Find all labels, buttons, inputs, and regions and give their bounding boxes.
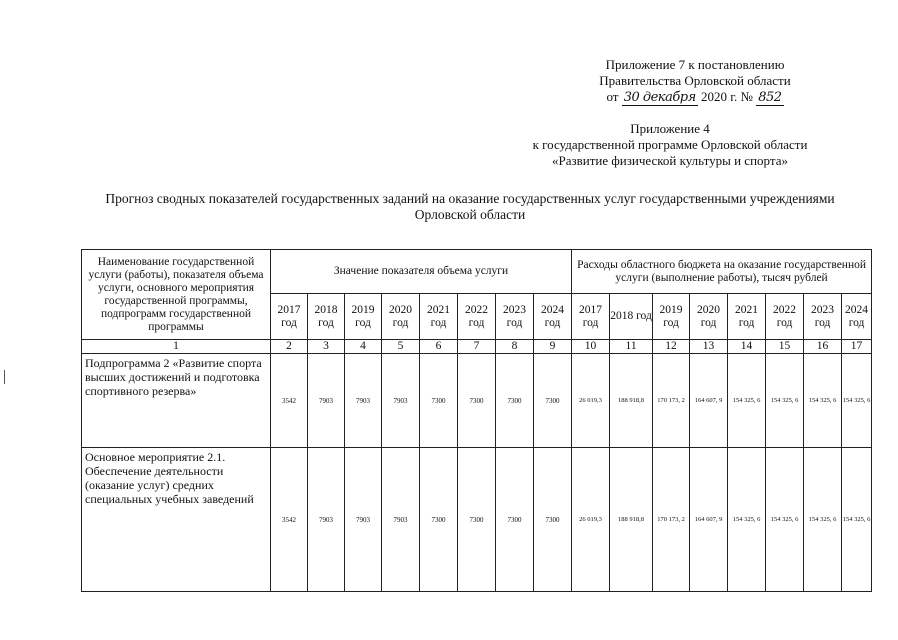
expense-value: 154 325, 6 <box>804 354 842 448</box>
year-header: 2019 год <box>345 294 382 340</box>
volume-value: 7903 <box>382 354 420 448</box>
expense-value: 154 325, 6 <box>766 448 804 592</box>
year-header: 2021 год <box>420 294 458 340</box>
appendix-7-header <box>560 57 830 106</box>
volume-value: 7300 <box>496 354 534 448</box>
row-name: Основное мероприятие 2.1. Обеспечение деятельности (оказание услуг) средних специальных учебных заведений <box>82 448 271 592</box>
expense-value: 188 918,8 <box>610 354 653 448</box>
appendix-4-line2: к государственной программе Орловской области <box>532 137 808 152</box>
volume-value: 7300 <box>420 354 458 448</box>
column-number: 9 <box>534 340 572 354</box>
column-number: 8 <box>496 340 534 354</box>
expense-value: 154 325, 6 <box>728 354 766 448</box>
volume-value: 7300 <box>420 448 458 592</box>
volume-value: 7903 <box>345 354 382 448</box>
year-header: 2022 год <box>766 294 804 340</box>
forecast-table <box>81 249 872 592</box>
column-number: 6 <box>420 340 458 354</box>
expense-value: 188 918,8 <box>610 448 653 592</box>
column-number: 11 <box>610 340 653 354</box>
volume-value: 7903 <box>308 354 345 448</box>
volume-value: 7300 <box>534 354 572 448</box>
volume-value: 3542 <box>271 354 308 448</box>
column-number: 16 <box>804 340 842 354</box>
appendix-7-line1: Приложение 7 к постановлению <box>605 57 785 72</box>
column-number: 1 <box>82 340 271 354</box>
volume-value: 3542 <box>271 448 308 592</box>
expense-value: 154 325, 6 <box>804 448 842 592</box>
year-header: 2020 год <box>690 294 728 340</box>
table-row <box>82 354 872 448</box>
year-header: 2024 год <box>534 294 572 340</box>
column-number: 13 <box>690 340 728 354</box>
column-number-row <box>82 340 872 354</box>
column-number: 5 <box>382 340 420 354</box>
appendix-4-header <box>500 121 840 169</box>
column-number: 12 <box>653 340 690 354</box>
appendix-7-line2: Правительства Орловской области <box>599 73 791 88</box>
column-number: 17 <box>842 340 872 354</box>
column-number: 4 <box>345 340 382 354</box>
handwritten-number: 852 <box>758 90 782 105</box>
appendix-4-line1: Приложение 4 <box>630 121 710 136</box>
expense-value: 164 607, 9 <box>690 448 728 592</box>
expense-value: 154 325, 6 <box>728 448 766 592</box>
year-header: 2022 год <box>458 294 496 340</box>
expense-value: 154 325, 6 <box>842 448 872 592</box>
document-title: Прогноз сводных показателей государственных заданий на оказание государственных услуг государственными учреждениями Орловской области <box>105 191 835 222</box>
year-header: 2017 год <box>572 294 610 340</box>
row-name: Подпрограмма 2 «Развитие спорта высших достижений и подготовка спортивного резерва» <box>82 354 271 448</box>
expense-value: 164 607, 9 <box>690 354 728 448</box>
year-header: 2018 год <box>308 294 345 340</box>
year-header: 2023 год <box>804 294 842 340</box>
year-header: 2019 год <box>653 294 690 340</box>
volume-value: 7300 <box>496 448 534 592</box>
year-header: 2017 год <box>271 294 308 340</box>
appendix-4-line3: «Развитие физической культуры и спорта» <box>552 153 788 168</box>
decree-year: 2020 г. № <box>700 89 753 104</box>
column-number: 3 <box>308 340 345 354</box>
expense-value: 170 173, 2 <box>653 354 690 448</box>
decree-prefix: от <box>606 89 619 104</box>
column-number: 10 <box>572 340 610 354</box>
year-header: 2021 год <box>728 294 766 340</box>
expense-value: 154 325, 6 <box>842 354 872 448</box>
table-row <box>82 448 872 592</box>
handwritten-date: 30 декабря <box>623 90 696 105</box>
column-number: 2 <box>271 340 308 354</box>
column-group-volume: Значение показателя объема услуги <box>271 250 572 294</box>
volume-value: 7300 <box>534 448 572 592</box>
volume-value: 7903 <box>308 448 345 592</box>
year-header: 2024 год <box>842 294 872 340</box>
column-number: 15 <box>766 340 804 354</box>
volume-value: 7903 <box>382 448 420 592</box>
volume-value: 7300 <box>458 354 496 448</box>
volume-value: 7300 <box>458 448 496 592</box>
column-header-name: Наименование государственной услуги (работы), показателя объема услуги, основного мероприятия государственной программы, подпрограмм государственной программы <box>82 250 271 340</box>
expense-value: 154 325, 6 <box>766 354 804 448</box>
column-group-expenses: Расходы областного бюджета на оказание государственной услуги (выполнение работы), тысяч рублей <box>572 250 872 294</box>
year-header: 2023 год <box>496 294 534 340</box>
expense-value: 26 019,3 <box>572 354 610 448</box>
expense-value: 170 173, 2 <box>653 448 690 592</box>
expense-value: 26 019,3 <box>572 448 610 592</box>
year-header: 2018 год <box>610 294 653 340</box>
column-number: 7 <box>458 340 496 354</box>
decree-date-line <box>560 89 830 106</box>
scan-edge-mark <box>4 370 5 384</box>
year-header: 2020 год <box>382 294 420 340</box>
volume-value: 7903 <box>345 448 382 592</box>
column-number: 14 <box>728 340 766 354</box>
